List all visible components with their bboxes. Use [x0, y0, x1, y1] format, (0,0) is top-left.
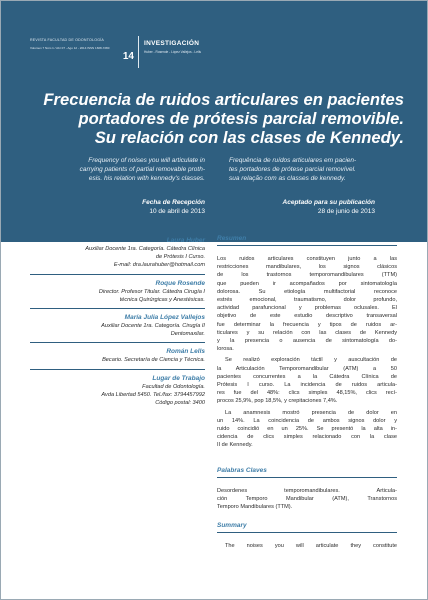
text-line: Desordenes temporomandibulares. Articula-: [217, 487, 397, 494]
author-affiliation: [30, 356, 205, 364]
workplace-block: [30, 374, 205, 413]
keywords-heading: Palabras Claves: [217, 466, 397, 478]
text-line: res fue del 48%: clics simples 48,15%, clics recí-: [217, 390, 397, 397]
text-line: lorosa.: [217, 346, 234, 353]
address-line: Código postal: 3400: [155, 400, 205, 407]
text-line: ruido coincidió en un 25%. Se presentó la alta in-: [217, 426, 397, 433]
address-line: Facultad de Odontología.: [142, 383, 205, 390]
text-line: que pueden ir acompañados por sintomatología: [217, 280, 397, 287]
accepted-date: 28 de junio de 2013: [317, 208, 375, 215]
keywords-text: [217, 487, 397, 512]
affiliation-line: Becario. Secretaría de Ciencia y Técnica.: [102, 357, 205, 364]
title-translation-portuguese: [229, 156, 389, 184]
workplace-address: [30, 383, 205, 408]
text-line: restricciones mandibulares, los signos clásicos: [217, 264, 397, 271]
resumen-paragraph: [217, 409, 397, 450]
text-line: y la presencia o ausencia de sintomatología do-: [217, 338, 397, 345]
translation-line: esis. his relation with kennedy's classes.: [88, 175, 205, 183]
affiliation-line: de Prótesis I Curso.: [155, 254, 205, 261]
text-line: de los trastornos temporomandibulares (TTM): [217, 272, 397, 279]
title-line: portadores de prótesis parcial removible.: [78, 109, 404, 128]
resumen-paragraph: [217, 255, 397, 353]
text-line: The noises you will articulate they constitute: [225, 543, 397, 550]
text-line: actividad parafuncional y problemas oclusales. El: [217, 305, 397, 312]
author-name: Roque Rosende: [155, 279, 205, 287]
author-affiliation: [30, 288, 205, 304]
issue-info: Volumen 7 Núm 1 / Abr 07 - Ago 12 - 2014 ISSN 1668-7280: [30, 46, 110, 50]
text-line: la Articulación Temporomandibular (ATM) a 50: [217, 365, 397, 372]
text-line: Prótesis I curso. La incidencia de ruidos articula-: [217, 382, 397, 389]
affiliation-line: técnica Quirúrgicas y Anestésicas.: [119, 296, 205, 303]
text-line: II de Kennedy.: [217, 442, 253, 449]
author-affiliation: [30, 245, 205, 270]
workplace-label: Lugar de Trabajo: [152, 374, 205, 382]
text-line: objetivo de este estudio descriptivo transaversal: [217, 313, 397, 320]
running-authors: Huber - Rosende - López Vallejos - Lells: [144, 50, 201, 54]
title-line: Su relación con las clases de Kennedy.: [94, 128, 404, 147]
resumen-heading: Resumen: [217, 234, 397, 246]
affiliation-line: Dentomaxilar.: [170, 331, 205, 338]
affiliation-line: Auxiliar Docente 1ra. Categoría. Cirugía II: [101, 323, 205, 330]
header-divider: [138, 36, 139, 68]
article-title: [24, 90, 404, 147]
affiliation-line: Director. Profesor Titular. Cátedra Cirugía I: [98, 288, 205, 295]
received-label: Fecha de Recepción: [142, 199, 205, 206]
text-line: ción Temporo Mandibular (ATM), Transtornos: [217, 495, 397, 502]
summary-heading: Summary: [217, 521, 397, 533]
author-block: [30, 236, 205, 275]
author-email: E-mail: dra.laurahuber@hotmail.com: [113, 262, 205, 269]
accepted-label: Aceptado para su publicación: [282, 199, 375, 206]
text-line: dolorosa. Su etiología multifactorial reconoce: [217, 288, 397, 295]
translation-line: Frequency of noises you will articulate in: [88, 157, 205, 164]
section-label: INVESTIGACIÓN: [144, 40, 200, 47]
text-line: estrés emocional, traumatismo, dolor profundo,: [217, 297, 397, 304]
text-line: fue determinar la frecuencia y tipos de ruidos ar-: [217, 321, 397, 328]
summary-paragraph: [217, 542, 397, 550]
text-line: Temporo Mandibulares (TTM).: [217, 504, 293, 511]
text-line: procos 25,9%, pop 18,5%, y crepitaciones 7,4%.: [217, 398, 338, 405]
author-block: [30, 347, 205, 369]
author-block: [30, 313, 205, 343]
author-column: [30, 236, 205, 416]
journal-name: REVISTA FACULTAD DE ODONTOLOGÍA: [30, 38, 105, 42]
text-line: cidencia de clics simples relacionado con la clase: [217, 434, 397, 441]
translation-line: Frequência de ruídos articulares em pacien-: [229, 157, 357, 164]
text-line: pacientes concurrentes a la Cátedra Clínica de: [217, 373, 397, 380]
author-block: [30, 279, 205, 309]
accepted-date-block: [229, 198, 375, 216]
address-line: Avda Libertad 5450. Tel./fax: 3794457992: [101, 391, 205, 398]
abstract-column: [217, 234, 397, 553]
title-line: Frecuencia de ruidos articulares en pacientes: [43, 90, 404, 109]
resumen-paragraph: [217, 356, 397, 405]
author-affiliation: [30, 322, 205, 338]
translation-line: carrying patients of partial removable proth-: [79, 166, 205, 174]
affiliation-line: Auxiliar Docente 1ra. Categoría. Cátedra Clínica: [85, 246, 205, 252]
translation-line: tes portadores de prótese parcial removível.: [229, 166, 356, 174]
text-line: ticulares y su relación con las clases de Kennedy: [217, 329, 397, 336]
author-name: Laura Huber: [166, 237, 205, 244]
page-number: 14: [122, 51, 134, 62]
author-name: Román Lells: [166, 348, 205, 356]
translation-line: sua relação com as classes de kennedy.: [229, 175, 346, 183]
received-date: 10 de abril de 2013: [149, 208, 205, 215]
text-line: Se realizó exploración táctil y auscultación de: [225, 357, 397, 364]
author-name: María Julia López Vallejos: [124, 314, 205, 322]
title-translation-english: [40, 156, 205, 184]
text-line: La anamnesis mostró presencia de dolor en: [225, 409, 397, 416]
text-line: Los ruidos articulares constituyen junto a las: [217, 256, 397, 262]
journal-header: [30, 38, 134, 62]
text-line: un 14%. La coincidencia de ambos signos dolor y: [217, 417, 397, 424]
received-date-block: [40, 198, 205, 216]
